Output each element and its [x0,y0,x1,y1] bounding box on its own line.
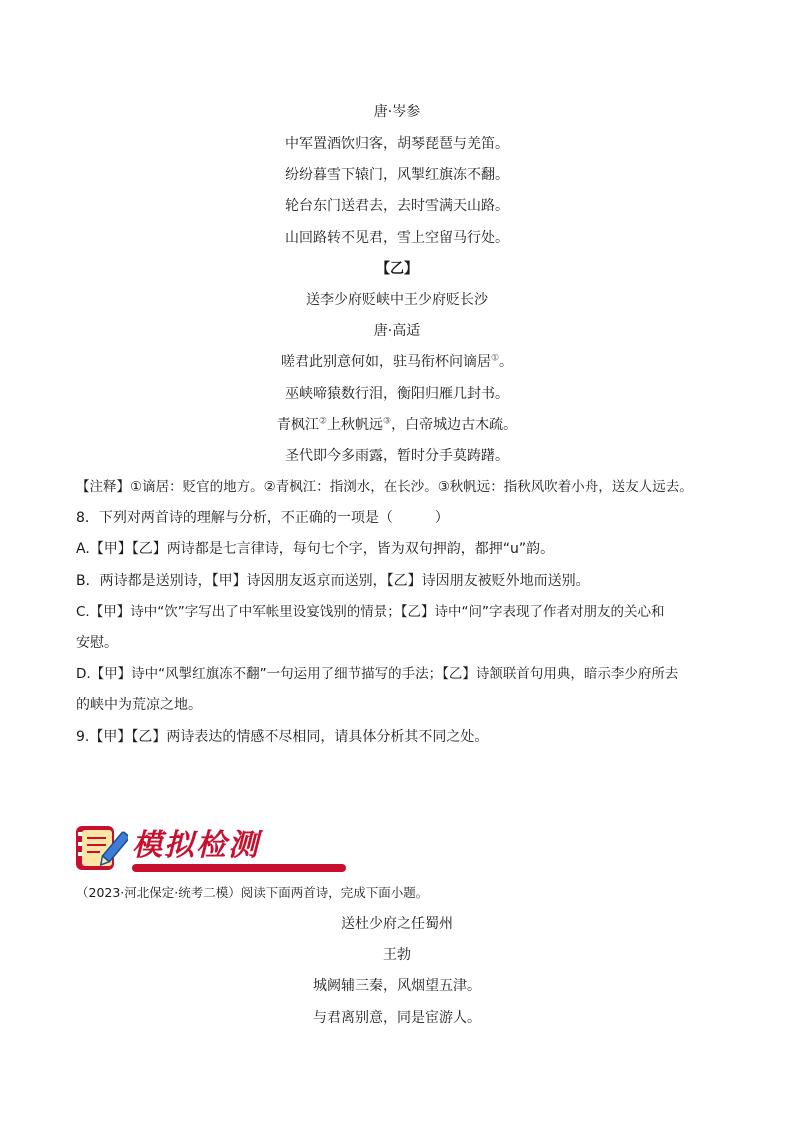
annotation: 【注释】①谪居：贬官的地方。②青枫江：指浏水，在长沙。③秋帆远：指秋风吹着小舟，送友人远去。 [76,479,693,495]
exam-source: （2023·河北保定·统考二模）阅读下面两首诗，完成下面小题。 [76,885,429,900]
question-8-option-c-line-2: 安慰。 [76,635,118,651]
poem-a-line-2: 纷纷暮雪下辕门，风掣红旗冻不翻。 [285,167,509,183]
banner-underline [132,864,346,872]
question-8-option-b: B．两诗都是送别诗，【甲】诗因朋友返京而送别，【乙】诗因朋友被贬外地而送别。 [76,573,590,589]
section-banner [74,818,294,874]
question-8-option-a: A.【甲】【乙】两诗都是七言律诗，每句七个字，皆为双句押韵，都押“u”韵。 [76,541,555,557]
poem-b-line-1-text: 嗟君此别意何如，驻马衔杯问谪居 [280,354,491,370]
poem-b-line-3 [0,415,794,435]
poem-b-line-3-b: 上秋帆远 [327,417,383,433]
note-ref-1: ① [490,353,500,364]
poem-a-line-1: 中军置酒饮归客，胡琴琵琶与羌笛。 [285,136,509,152]
poem-b-line-3-a: 青枫江 [276,417,319,433]
question-9: 9.【甲】【乙】两诗表达的情感不尽相同，请具体分析其不同之处。 [76,729,489,745]
note-ref-3: ③ [383,416,392,427]
note-ref-2: ② [318,416,327,427]
poem-b-line-1 [0,352,794,372]
question-8-option-c-line-1: C.【甲】诗中“饮”字写出了中军帐里设宴饯别的情景；【乙】诗中“问”字表现了作者对朋友的关心和 [76,604,665,620]
poem-a-line-4: 山回路转不见君，雪上空留马行处。 [285,230,509,246]
poem-c-title: 送杜少府之任蜀州 [341,916,453,932]
poem-b-line-2: 巫峡啼猿数行泪，衡阳归雁几封书。 [285,386,509,402]
banner-title: 模拟检测 [132,828,260,863]
poem-b-line-1-end: 。 [499,354,514,370]
poem-b-author: 唐·高适 [373,323,421,339]
question-8-stem: 8．下列对两首诗的理解与分析，不正确的一项是（ ） [76,510,449,526]
poem-a-author: 唐·岑参 [373,104,421,120]
poem-c-author: 王勃 [383,947,411,963]
poem-b-label: 【乙】 [376,261,418,277]
poem-b-line-4: 圣代即今多雨露，暂时分手莫踌躇。 [285,448,509,464]
question-8-option-d-line-1: D.【甲】诗中“风掣红旗冻不翻”一句运用了细节描写的手法；【乙】诗颔联首句用典，暗示李少府所去 [76,666,679,682]
poem-b-title: 送李少府贬峡中王少府贬长沙 [306,292,488,308]
poem-c-line-1: 城阙辅三秦，风烟望五津。 [313,978,481,994]
poem-c-line-2: 与君离别意，同是宦游人。 [313,1010,481,1026]
notebook-pen-icon [74,822,128,872]
question-8-option-d-line-2: 的峡中为荒凉之地。 [76,697,202,713]
poem-a-line-3: 轮台东门送君去，去时雪满天山路。 [285,198,509,214]
poem-b-line-3-c: ，白帝城边古木疏。 [391,417,518,433]
